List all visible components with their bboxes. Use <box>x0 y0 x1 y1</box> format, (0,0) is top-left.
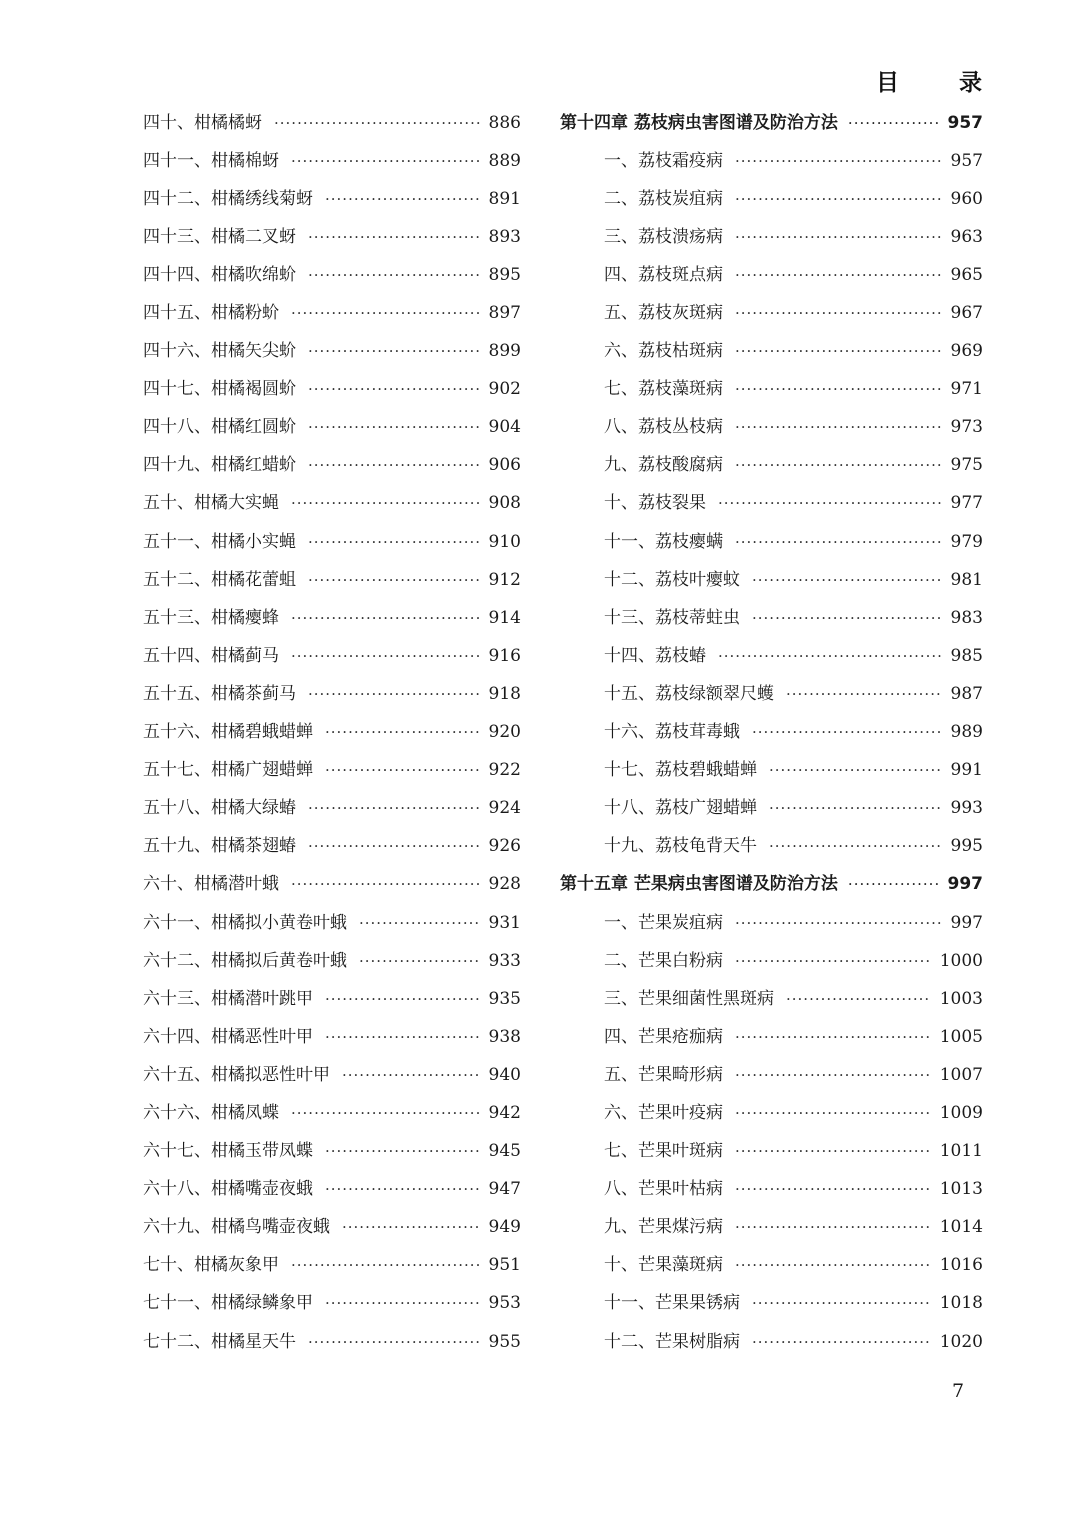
leader-dots <box>786 992 931 1007</box>
toc-entry <box>560 485 983 523</box>
leader-dots <box>291 1258 480 1273</box>
leader-dots <box>308 801 480 816</box>
toc-entry <box>143 1171 521 1209</box>
toc-entry <box>143 104 521 142</box>
toc-entry-title: 四十一、柑橘棉蚜 <box>143 150 279 171</box>
toc-entry <box>560 1133 983 1171</box>
toc-entry <box>560 599 983 637</box>
toc-entry-title: 四十八、柑橘红圆蚧 <box>143 417 296 438</box>
toc-entry-title: 五十五、柑橘茶蓟马 <box>143 683 296 704</box>
leader-dots <box>325 992 480 1007</box>
toc-entry <box>560 675 983 713</box>
leader-dots <box>735 1106 931 1121</box>
leader-dots <box>342 1220 480 1235</box>
toc-entry <box>143 1285 521 1323</box>
leader-dots <box>735 1220 931 1235</box>
toc-entry-title: 五、荔枝灰斑病 <box>604 303 723 324</box>
toc-entry-title: 六十三、柑橘潜叶跳甲 <box>143 988 313 1009</box>
leader-dots <box>308 1335 480 1350</box>
toc-entry-title: 五十八、柑橘大绿蝽 <box>143 798 296 819</box>
toc-entry-title: 一、芒果炭疽病 <box>604 912 723 933</box>
toc-entry-title: 八、荔枝丛枝病 <box>604 417 723 438</box>
toc-entry-page: 916 <box>488 645 521 666</box>
leader-dots <box>325 763 480 778</box>
toc-entry-page: 949 <box>488 1217 521 1238</box>
toc-entry <box>143 485 521 523</box>
leader-dots <box>752 1296 931 1311</box>
toc-entry <box>143 866 521 904</box>
toc-entry-page: 899 <box>488 341 521 362</box>
leader-dots <box>848 877 939 892</box>
toc-entry-page: 895 <box>488 264 521 285</box>
toc-entry-page: 953 <box>488 1293 521 1314</box>
toc-entry <box>143 599 521 637</box>
toc-entry-page: 893 <box>488 226 521 247</box>
leader-dots <box>735 230 942 245</box>
leader-dots <box>752 573 942 588</box>
toc-entry <box>560 1285 983 1323</box>
leader-dots <box>291 496 480 511</box>
toc-entry-page: 924 <box>488 798 521 819</box>
toc-entry-title: 四十、柑橘橘蚜 <box>143 112 262 133</box>
leader-dots <box>735 535 942 550</box>
toc-entry-page: 975 <box>950 455 983 476</box>
toc-entry-page: 997 <box>950 912 983 933</box>
toc-entry <box>143 980 521 1018</box>
toc-entry-page: 1009 <box>939 1102 983 1123</box>
toc-entry-page: 947 <box>488 1179 521 1200</box>
toc-entry-title: 六十一、柑橘拟小黄卷叶蛾 <box>143 912 347 933</box>
leader-dots <box>325 192 480 207</box>
leader-dots <box>359 916 480 931</box>
toc-entry-title: 十九、荔枝龟背天牛 <box>604 836 757 857</box>
leader-dots <box>735 1030 931 1045</box>
page-number: 7 <box>952 1380 965 1402</box>
toc-entry <box>143 675 521 713</box>
toc-entry <box>143 942 521 980</box>
leader-dots <box>718 649 942 664</box>
toc-entry-title: 十四、荔枝蝽 <box>604 645 706 666</box>
toc-entry-title: 十八、荔枝广翅蜡蝉 <box>604 798 757 819</box>
toc-entry-page: 967 <box>950 303 983 324</box>
toc-entry-page: 973 <box>950 417 983 438</box>
toc-entry-page: 1014 <box>939 1217 983 1238</box>
leader-dots <box>308 344 480 359</box>
toc-entry-page: 910 <box>488 531 521 552</box>
toc-entry-page: 914 <box>488 607 521 628</box>
toc-chapter-entry <box>560 104 983 142</box>
toc-entry-page: 1005 <box>939 1026 983 1047</box>
toc-entry <box>560 218 983 256</box>
toc-entry <box>143 1209 521 1247</box>
toc-entry-title: 十二、荔枝叶瘿蚊 <box>604 569 740 590</box>
toc-entry-page: 971 <box>950 379 983 400</box>
toc-entry-page: 991 <box>950 760 983 781</box>
toc-entry-title: 四十七、柑橘褐圆蚧 <box>143 379 296 400</box>
toc-entry <box>143 904 521 942</box>
toc-entry-page: 997 <box>947 874 983 895</box>
toc-entry <box>560 637 983 675</box>
leader-dots <box>342 1068 480 1083</box>
toc-entry-page: 935 <box>488 988 521 1009</box>
toc-entry-page: 938 <box>488 1026 521 1047</box>
toc-entry-page: 1018 <box>939 1293 983 1314</box>
toc-entry-page: 897 <box>488 303 521 324</box>
toc-entry-page: 889 <box>488 150 521 171</box>
leader-dots <box>735 192 942 207</box>
toc-entry-page: 1013 <box>939 1179 983 1200</box>
toc-left-column <box>143 104 521 1361</box>
toc-entry-title: 七、荔枝藻斑病 <box>604 379 723 400</box>
toc-entry-title: 四十三、柑橘二叉蚜 <box>143 226 296 247</box>
toc-entry-page: 922 <box>488 760 521 781</box>
toc-entry-title: 六、荔枝枯斑病 <box>604 341 723 362</box>
running-header: 目 录 <box>875 70 1008 96</box>
toc-entry-title: 五十、柑橘大实蝇 <box>143 493 279 514</box>
toc-entry-page: 969 <box>950 341 983 362</box>
leader-dots <box>786 687 942 702</box>
toc-entry-title: 四十九、柑橘红蜡蚧 <box>143 455 296 476</box>
leader-dots <box>308 458 480 473</box>
toc-entry <box>560 904 983 942</box>
toc-entry-title: 九、芒果煤污病 <box>604 1217 723 1238</box>
toc-entry-page: 940 <box>488 1064 521 1085</box>
toc-entry <box>143 1133 521 1171</box>
leader-dots <box>308 839 480 854</box>
toc-entry <box>560 752 983 790</box>
toc-entry <box>560 371 983 409</box>
leader-dots <box>291 154 480 169</box>
leader-dots <box>325 1296 480 1311</box>
toc-entry <box>143 523 521 561</box>
toc-entry-page: 945 <box>488 1141 521 1162</box>
toc-entry <box>560 714 983 752</box>
toc-entry <box>560 1323 983 1361</box>
toc-entry-page: 983 <box>950 607 983 628</box>
toc-entry-title: 十五、荔枝绿额翠尺蠖 <box>604 683 774 704</box>
toc-entry-title: 五十四、柑橘蓟马 <box>143 645 279 666</box>
toc-entry-page: 933 <box>488 950 521 971</box>
leader-dots <box>325 1182 480 1197</box>
leader-dots <box>325 725 480 740</box>
leader-dots <box>752 1335 931 1350</box>
toc-entry-page: 902 <box>488 379 521 400</box>
leader-dots <box>735 420 942 435</box>
toc-entry-title: 十一、荔枝瘿螨 <box>604 531 723 552</box>
toc-entry <box>560 1018 983 1056</box>
toc-entry <box>143 828 521 866</box>
toc-entry-title: 十二、芒果树脂病 <box>604 1331 740 1352</box>
leader-dots <box>735 306 942 321</box>
toc-entry <box>560 523 983 561</box>
toc-entry-title: 十六、荔枝茸毒蛾 <box>604 722 740 743</box>
toc-entry <box>143 142 521 180</box>
toc-entry-page: 979 <box>950 531 983 552</box>
toc-entry <box>143 1323 521 1361</box>
toc-entry <box>143 447 521 485</box>
toc-entry <box>143 256 521 294</box>
toc-entry <box>143 714 521 752</box>
toc-entry-page: 928 <box>488 874 521 895</box>
leader-dots <box>274 116 480 131</box>
toc-entry-page: 920 <box>488 722 521 743</box>
toc-entry-title: 六十二、柑橘拟后黄卷叶蛾 <box>143 950 347 971</box>
toc-entry-page: 1003 <box>939 988 983 1009</box>
leader-dots <box>769 763 942 778</box>
toc-entry-page: 981 <box>950 569 983 590</box>
toc-entry-page: 987 <box>950 683 983 704</box>
toc-entry <box>560 142 983 180</box>
toc-entry <box>560 180 983 218</box>
toc-entry-title: 八、芒果叶枯病 <box>604 1179 723 1200</box>
leader-dots <box>752 611 942 626</box>
toc-entry-title: 四十四、柑橘吹绵蚧 <box>143 264 296 285</box>
toc-entry <box>560 790 983 828</box>
toc-entry <box>143 1018 521 1056</box>
toc-entry-title: 四十五、柑橘粉蚧 <box>143 303 279 324</box>
toc-entry-page: 904 <box>488 417 521 438</box>
toc-entry-title: 四十六、柑橘矢尖蚧 <box>143 341 296 362</box>
leader-dots <box>752 725 942 740</box>
leader-dots <box>735 154 942 169</box>
toc-entry-title: 二、荔枝炭疽病 <box>604 188 723 209</box>
toc-entry-page: 912 <box>488 569 521 590</box>
toc-entry <box>560 294 983 332</box>
toc-entry-page: 886 <box>488 112 521 133</box>
toc-entry-title: 五十六、柑橘碧蛾蜡蝉 <box>143 722 313 743</box>
toc-entry <box>560 980 983 1018</box>
toc-entry-title: 六十九、柑橘鸟嘴壶夜蛾 <box>143 1217 330 1238</box>
toc-entry <box>560 1171 983 1209</box>
toc-entry-title: 六十、柑橘潜叶蛾 <box>143 874 279 895</box>
leader-dots <box>291 649 480 664</box>
toc-entry-page: 951 <box>488 1255 521 1276</box>
toc-entry-page: 965 <box>950 264 983 285</box>
toc-entry-page: 957 <box>947 112 983 133</box>
toc-entry-title: 六、芒果叶疫病 <box>604 1102 723 1123</box>
toc-entry-title: 十三、荔枝蒂蛀虫 <box>604 607 740 628</box>
toc-entry <box>143 637 521 675</box>
toc-entry-page: 1020 <box>939 1331 983 1352</box>
toc-entry-title: 四、芒果疮痂病 <box>604 1026 723 1047</box>
leader-dots <box>291 611 480 626</box>
toc-entry-title: 五十九、柑橘茶翅蝽 <box>143 836 296 857</box>
toc-entry <box>560 256 983 294</box>
leader-dots <box>735 268 942 283</box>
leader-dots <box>769 839 942 854</box>
toc-entry-page: 957 <box>950 150 983 171</box>
toc-entry-page: 989 <box>950 722 983 743</box>
leader-dots <box>769 801 942 816</box>
toc-entry <box>143 1056 521 1094</box>
toc-entry <box>560 828 983 866</box>
toc-entry-page: 926 <box>488 836 521 857</box>
toc-entry-title: 七十二、柑橘星天牛 <box>143 1331 296 1352</box>
toc-entry-page: 963 <box>950 226 983 247</box>
toc-entry-title: 五十三、柑橘瘿蜂 <box>143 607 279 628</box>
toc-entry-title: 第十四章 荔枝病虫害图谱及防治方法 <box>560 112 838 133</box>
toc-entry <box>143 333 521 371</box>
leader-dots <box>308 687 480 702</box>
toc-entry-title: 四、荔枝斑点病 <box>604 264 723 285</box>
toc-entry-page: 891 <box>488 188 521 209</box>
toc-entry-title: 三、芒果细菌性黑斑病 <box>604 988 774 1009</box>
toc-entry-page: 942 <box>488 1102 521 1123</box>
toc-entry <box>143 1094 521 1132</box>
toc-entry <box>560 1056 983 1094</box>
toc-entry <box>143 371 521 409</box>
leader-dots <box>308 268 480 283</box>
leader-dots <box>718 496 942 511</box>
toc-entry <box>143 180 521 218</box>
toc-entry-title: 六十五、柑橘拟恶性叶甲 <box>143 1064 330 1085</box>
toc-entry-page: 931 <box>488 912 521 933</box>
toc-entry-page: 995 <box>950 836 983 857</box>
toc-entry-page: 1007 <box>939 1064 983 1085</box>
leader-dots <box>735 1068 931 1083</box>
toc-entry-title: 十、荔枝裂果 <box>604 493 706 514</box>
leader-dots <box>308 230 480 245</box>
toc-entry-title: 六十七、柑橘玉带凤蝶 <box>143 1141 313 1162</box>
toc-entry-title: 第十五章 芒果病虫害图谱及防治方法 <box>560 874 838 895</box>
toc-entry <box>143 752 521 790</box>
leader-dots <box>308 573 480 588</box>
toc-entry-title: 七十一、柑橘绿鳞象甲 <box>143 1293 313 1314</box>
toc-entry-title: 五十二、柑橘花蕾蛆 <box>143 569 296 590</box>
toc-chapter-entry <box>560 866 983 904</box>
toc-entry-title: 五十七、柑橘广翅蜡蝉 <box>143 760 313 781</box>
toc-entry <box>143 561 521 599</box>
toc-entry-title: 十七、荔枝碧蛾蜡蝉 <box>604 760 757 781</box>
leader-dots <box>359 954 480 969</box>
toc-entry-title: 六十四、柑橘恶性叶甲 <box>143 1026 313 1047</box>
leader-dots <box>735 1182 931 1197</box>
toc-entry-title: 六十八、柑橘嘴壶夜蛾 <box>143 1179 313 1200</box>
toc-entry <box>143 409 521 447</box>
toc-entry <box>560 942 983 980</box>
toc-entry-page: 960 <box>950 188 983 209</box>
toc-entry-title: 四十二、柑橘绣线菊蚜 <box>143 188 313 209</box>
toc-entry-title: 七、芒果叶斑病 <box>604 1141 723 1162</box>
toc-entry <box>560 447 983 485</box>
toc-entry-title: 九、荔枝酸腐病 <box>604 455 723 476</box>
toc-entry <box>143 218 521 256</box>
toc-entry-page: 908 <box>488 493 521 514</box>
toc-entry-title: 十、芒果藻斑病 <box>604 1255 723 1276</box>
toc-entry-title: 三、荔枝溃疡病 <box>604 226 723 247</box>
leader-dots <box>291 877 480 892</box>
leader-dots <box>848 116 939 131</box>
leader-dots <box>735 344 942 359</box>
leader-dots <box>308 535 480 550</box>
leader-dots <box>735 1144 931 1159</box>
leader-dots <box>325 1144 480 1159</box>
leader-dots <box>735 954 931 969</box>
toc-entry-page: 1000 <box>939 950 983 971</box>
toc-entry <box>560 333 983 371</box>
leader-dots <box>735 458 942 473</box>
toc-entry-page: 993 <box>950 798 983 819</box>
toc-entry-page: 977 <box>950 493 983 514</box>
toc-entry-title: 五十一、柑橘小实蝇 <box>143 531 296 552</box>
toc-entry <box>143 294 521 332</box>
toc-entry-title: 六十六、柑橘凤蝶 <box>143 1102 279 1123</box>
toc-entry-title: 五、芒果畸形病 <box>604 1064 723 1085</box>
toc-entry <box>143 1247 521 1285</box>
leader-dots <box>291 1106 480 1121</box>
leader-dots <box>308 382 480 397</box>
toc-entry-page: 1016 <box>939 1255 983 1276</box>
toc-entry-title: 七十、柑橘灰象甲 <box>143 1255 279 1276</box>
toc-entry-page: 985 <box>950 645 983 666</box>
toc-entry <box>143 790 521 828</box>
toc-entry-title: 十一、芒果果锈病 <box>604 1293 740 1314</box>
leader-dots <box>291 306 480 321</box>
toc-entry-title: 二、芒果白粉病 <box>604 950 723 971</box>
toc-entry-page: 1011 <box>939 1141 983 1162</box>
toc-entry <box>560 1209 983 1247</box>
leader-dots <box>735 1258 931 1273</box>
toc-entry <box>560 1247 983 1285</box>
toc-entry-title: 一、荔枝霜疫病 <box>604 150 723 171</box>
toc-entry-page: 955 <box>488 1331 521 1352</box>
leader-dots <box>308 420 480 435</box>
toc-entry-page: 918 <box>488 683 521 704</box>
toc-entry <box>560 561 983 599</box>
leader-dots <box>735 382 942 397</box>
leader-dots <box>325 1030 480 1045</box>
toc-entry <box>560 1094 983 1132</box>
toc-entry-page: 906 <box>488 455 521 476</box>
leader-dots <box>735 916 942 931</box>
toc-entry <box>560 409 983 447</box>
toc-right-column <box>560 104 983 1361</box>
